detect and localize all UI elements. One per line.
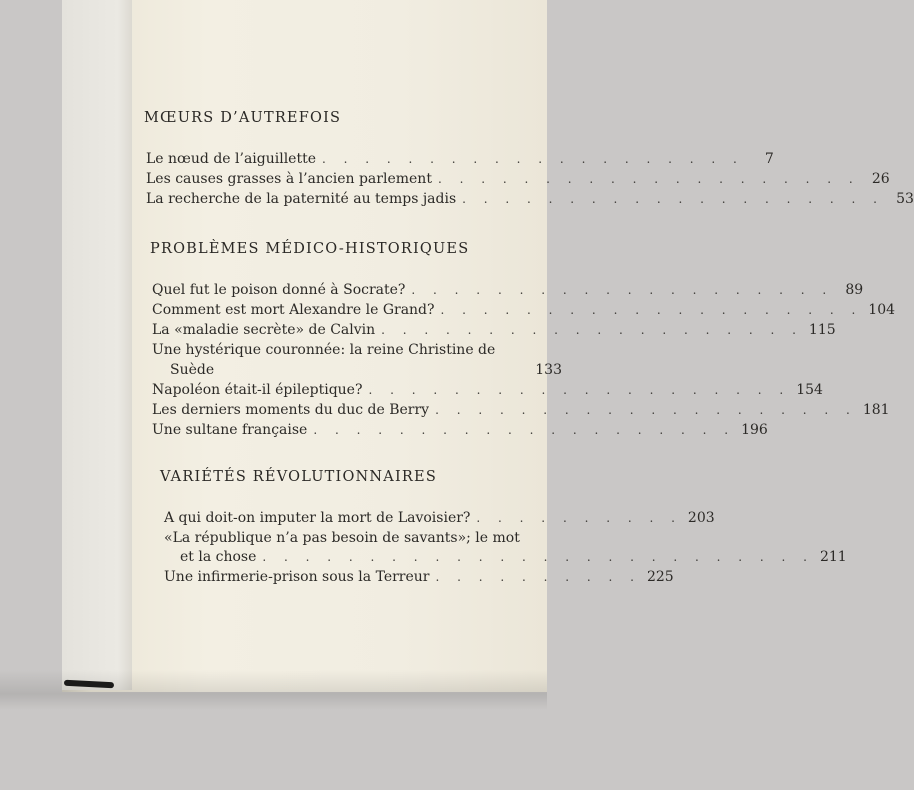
toc-entry — [164, 569, 674, 585]
entry-title: Le nœud de l’aiguillette — [146, 151, 317, 167]
toc-entry — [146, 191, 914, 207]
page-number: 203 — [687, 510, 715, 526]
entry-title: Une infirmerie-prison sous la Terreur — [164, 569, 430, 585]
dot-leader: . . . . . . . . . . . . . . . . . . . . . . . . . . — [262, 550, 814, 564]
toc-entry — [180, 549, 847, 565]
entry-title: La recherche de la paternité au temps jadis — [146, 191, 457, 207]
entry-title: «La république n’a pas besoin de savants»; le mot — [164, 530, 520, 546]
toc-entry — [152, 302, 896, 318]
toc-entry — [152, 322, 836, 338]
toc-entry — [152, 422, 768, 438]
dot-leader: . . . . . . . . . . . . . . . . . . . . — [440, 303, 863, 317]
toc-entry — [170, 362, 562, 378]
entry-title-continuation: Suède — [170, 362, 215, 378]
dot-leader: . . . . . . . . . . . . . . . . . . . . — [313, 423, 736, 437]
page-number: 211 — [819, 549, 847, 565]
page-number: 26 — [871, 171, 890, 187]
page-number: 7 — [764, 151, 774, 167]
entry-title: Comment est mort Alexandre le Grand? — [152, 302, 435, 318]
entry-title: Napoléon était-il épileptique? — [152, 382, 363, 398]
toc-entry — [152, 382, 823, 398]
dot-leader: . . . . . . . . . . — [435, 570, 641, 584]
page-number: 133 — [535, 362, 562, 378]
page-number: 104 — [868, 302, 896, 318]
dot-leader: . . . . . . . . . . . . . . . . . . . . — [368, 383, 791, 397]
entry-title: Les causes grasses à l’ancien parlement — [146, 171, 432, 187]
page-number: 115 — [808, 322, 836, 338]
entry-title: Une hystérique couronnée: la reine Christine de — [152, 342, 496, 358]
entry-title: Les derniers moments du duc de Berry — [152, 402, 430, 418]
page-shadow — [0, 670, 547, 710]
entry-title: Une sultane française — [152, 422, 308, 438]
toc-entry — [146, 171, 890, 187]
page-number: 181 — [862, 402, 890, 418]
dot-leader: . . . . . . . . . . . . . . . . . . . . — [462, 192, 884, 206]
toc-entry — [164, 510, 715, 526]
page-number: 196 — [741, 422, 768, 438]
dot-leader: . . . . . . . . . . . . . . . . . . . . — [435, 403, 857, 417]
entry-title: Quel fut le poison donné à Socrate? — [152, 282, 406, 298]
page-gutter — [62, 0, 132, 690]
entry-title-continuation: et la chose — [180, 549, 257, 565]
dot-leader: . . . . . . . . . . . . . . . . . . . . — [437, 172, 860, 186]
book-page — [62, 0, 914, 692]
dot-leader: . . . . . . . . . . . . . . . . . . . . — [411, 283, 834, 297]
entry-title: La «maladie secrète» de Calvin — [152, 322, 376, 338]
page-number: 53 — [896, 191, 914, 207]
entry-title: A qui doit-on imputer la mort de Lavoisier? — [164, 510, 471, 526]
page-number: 89 — [845, 282, 864, 298]
page-number: 225 — [646, 569, 674, 585]
section-heading: MŒURS D’AUTREFOIS — [144, 110, 342, 126]
dot-leader — [220, 363, 529, 377]
dot-leader: . . . . . . . . . . . . . . . . . . . . — [322, 152, 744, 166]
section-heading: VARIÉTÉS RÉVOLUTIONNAIRES — [160, 469, 437, 485]
toc-entry — [146, 151, 774, 167]
dot-leader: . . . . . . . . . . . . . . . . . . . . — [381, 323, 803, 337]
dot-leader: . . . . . . . . . . — [476, 511, 682, 525]
section-heading: PROBLÈMES MÉDICO-HISTORIQUES — [150, 241, 470, 257]
toc-entry — [152, 282, 864, 298]
toc-entry — [152, 402, 890, 418]
page-number: 154 — [796, 382, 823, 398]
